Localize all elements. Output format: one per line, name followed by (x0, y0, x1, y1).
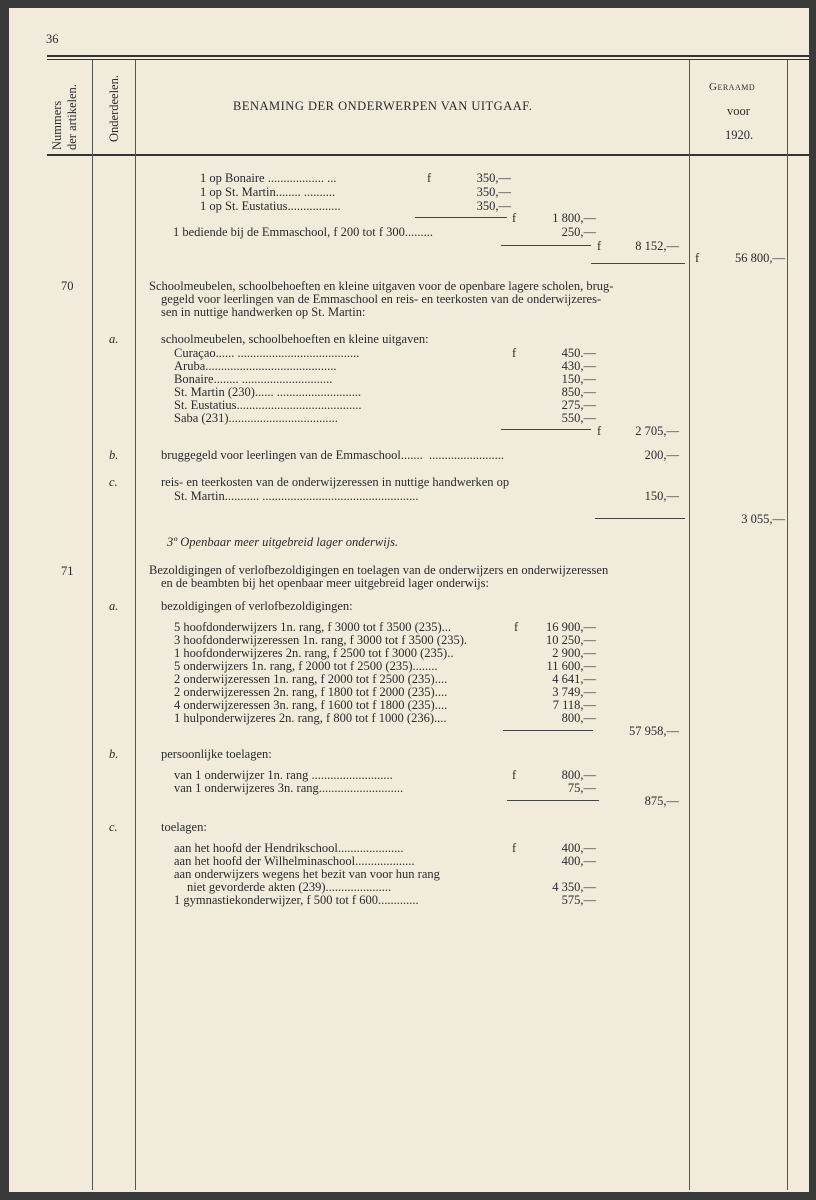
currency-mark: f (695, 251, 700, 265)
currency-mark: f (512, 211, 517, 225)
currency-mark: f (597, 424, 602, 438)
list-item-label: Curaçao...... ....................................... (174, 346, 360, 360)
header-year: 1920. (725, 128, 754, 142)
subsection-label: c. (109, 820, 118, 834)
article-text: Bezoldigingen of verlofbezoldigingen en toelagen van de onderwijzers en onderwijzeressen (149, 563, 609, 577)
list-item-amount: 7 118,— (552, 698, 596, 712)
subsection-title: bezoldigingen of verlofbezoldigingen: (161, 599, 353, 613)
list-item-amount: 800,— (561, 768, 596, 782)
list-item-label: van 1 onderwijzeres 3n. rang........................... (174, 781, 404, 795)
subtotal-amount: 2 705,— (635, 424, 679, 438)
list-item-label: aan onderwijzers wegens het bezit van voor hun rang (174, 867, 440, 881)
subtotal-amount: 1 800,— (552, 211, 596, 225)
list-item-amount: 4 641,— (552, 672, 596, 686)
list-item-amount: 450.— (561, 346, 596, 360)
subsection-title: toelagen: (161, 820, 207, 834)
list-item-amount: 3 749,— (552, 685, 596, 699)
list-item-label: 1 bediende bij de Emmaschool, f 200 tot f 300......... (173, 225, 434, 239)
header-onderdeelen: Onderdeelen. (107, 75, 121, 142)
list-item-label: St. Eustatius........................................ (174, 398, 362, 412)
list-item-label: 5 hoofdonderwijzers 1n. rang, f 3000 tot f 3500 (235)... (174, 620, 452, 634)
list-item-amount: 16 900,— (546, 620, 596, 634)
list-item-amount: 575,— (561, 893, 596, 907)
subsection-label: b. (109, 747, 119, 761)
subsection-title: schoolmeubelen, schoolbehoeften en kleine uitgaven: (161, 332, 429, 346)
subsection-label: a. (109, 599, 119, 613)
total-rule (595, 518, 685, 519)
list-item-amount: 800,— (561, 711, 596, 725)
list-item-label: Bonaire........ ............................. (174, 372, 333, 386)
list-item-label: 1 op Bonaire .................. ... (200, 171, 337, 185)
subtotal-amount: 875,— (644, 794, 679, 808)
article-text: en de beambten bij het openbaar meer uitgebreid lager onderwijs: (161, 576, 489, 590)
subtotal-rule (501, 429, 591, 430)
column-rule (92, 60, 93, 1190)
list-item-label: 1 hulponderwijzeres 2n. rang, f 800 tot f 1000 (236).... (174, 711, 447, 725)
list-item-label: 5 onderwijzers 1n. rang, f 2000 tot f 2500 (235)........ (174, 659, 438, 673)
list-item-label: niet gevorderde akten (239)..................... (187, 880, 392, 894)
subsection-text: reis- en teerkosten van de onderwijzeressen in nuttige handwerken op (161, 475, 510, 489)
currency-mark: f (514, 620, 519, 634)
subsection-label: b. (109, 448, 119, 462)
column-rule (689, 60, 690, 1190)
list-item-amount: 850,— (561, 385, 596, 399)
list-item-label: 1 op St. Martin........ .......... (200, 185, 336, 199)
article-number: 71 (61, 564, 74, 578)
currency-mark: f (512, 841, 517, 855)
subsection-text: St. Martin........... .................................................. (174, 489, 419, 503)
currency-mark: f (512, 346, 517, 360)
list-item-amount: 550,— (561, 411, 596, 425)
header-benaming: BENAMING DER ONDERWERPEN VAN UITGAAF. (233, 99, 533, 113)
subtotal-amount: 57 958,— (629, 724, 679, 738)
article-text: gegeld voor leerlingen van de Emmaschool en reis- en teerkosten van de onderwijzeres- (161, 292, 602, 306)
list-item-amount: 10 250,— (546, 633, 596, 647)
list-item-label: Saba (231)................................... (174, 411, 338, 425)
list-item-label: 2 onderwijzeressen 1n. rang, f 2000 tot f 2500 (235).... (174, 672, 448, 686)
list-item-amount: 150,— (561, 372, 596, 386)
currency-mark: f (427, 171, 432, 185)
article-text: sen in nuttige handwerken op St. Martin: (161, 305, 366, 319)
header-voor: voor (727, 104, 750, 118)
subsection-text: bruggegeld voor leerlingen van de Emmaschool....... ........................ (161, 448, 504, 462)
header-nummers: Nummers der artikelen. (50, 84, 79, 150)
section-heading: 3º Openbaar meer uitgebreid lager onderwijs. (167, 535, 399, 549)
total-amount: 8 152,— (635, 239, 679, 253)
subsection-label: a. (109, 332, 119, 346)
list-item-label: aan het hoofd der Hendrikschool..................... (174, 841, 404, 855)
page-number: 36 (46, 32, 59, 46)
header-geraamd: Geraamd (709, 81, 756, 93)
currency-mark: f (512, 768, 517, 782)
list-item-amount: 400,— (561, 841, 596, 855)
list-item-amount: 350,— (476, 171, 511, 185)
column-rule (135, 60, 136, 1190)
header-top-rule-thin (47, 59, 809, 60)
subtotal-rule (507, 800, 599, 801)
list-item-amount: 2 900,— (552, 646, 596, 660)
currency-mark: f (597, 239, 602, 253)
subsection-title: persoonlijke toelagen: (161, 747, 272, 761)
list-item-label: aan het hoofd der Wilhelminaschool................... (174, 854, 415, 868)
list-item-amount: 275,— (561, 398, 596, 412)
list-item-amount: 11 600,— (546, 659, 596, 673)
list-item-label: Aruba.......................................... (174, 359, 337, 373)
total-rule (501, 245, 591, 246)
list-item-amount: 4 350,— (552, 880, 596, 894)
list-item-label: 4 onderwijzeressen 3n. rang, f 1600 tot f 1800 (235).... (174, 698, 448, 712)
list-item-label: van 1 onderwijzer 1n. rang .......................... (174, 768, 393, 782)
list-item-amount: 250,— (561, 225, 596, 239)
list-item-amount: 350,— (476, 199, 511, 213)
list-item-amount: 350,— (476, 185, 511, 199)
header-top-rule (47, 55, 809, 57)
list-item-label: 2 onderwijzeressen 2n. rang, f 1800 tot f 2000 (235).... (174, 685, 448, 699)
list-item-label: St. Martin (230)...... ........................... (174, 385, 362, 399)
list-item-label: 1 op St. Eustatius................. (200, 199, 341, 213)
geraamd-amount: 3 055,— (741, 512, 785, 526)
subtotal-rule (415, 217, 507, 218)
article-number: 70 (61, 279, 74, 293)
list-item-amount: 430,— (561, 359, 596, 373)
total-rule (591, 263, 685, 264)
document-page (9, 8, 809, 1192)
header-bottom-rule (47, 154, 809, 156)
list-item-label: 1 hoofdonderwijzeres 2n. rang, f 2500 tot f 3000 (235).. (174, 646, 454, 660)
subsection-label: c. (109, 475, 118, 489)
subtotal-rule (503, 730, 593, 731)
geraamd-amount: 56 800,— (735, 251, 785, 265)
list-item-amount: 75,— (567, 781, 596, 795)
list-item-amount: 400,— (561, 854, 596, 868)
column-rule (787, 60, 788, 1190)
list-item-amount: 150,— (644, 489, 679, 503)
list-item-label: 3 hoofdonderwijzeressen 1n. rang, f 3000 tot f 3500 (235). (174, 633, 467, 647)
list-item-amount: 200,— (644, 448, 679, 462)
article-text: Schoolmeubelen, schoolbehoeften en kleine uitgaven voor de openbare lagere scholen, brug- (149, 279, 614, 293)
list-item-label: 1 gymnastiekonderwijzer, f 500 tot f 600............. (174, 893, 419, 907)
